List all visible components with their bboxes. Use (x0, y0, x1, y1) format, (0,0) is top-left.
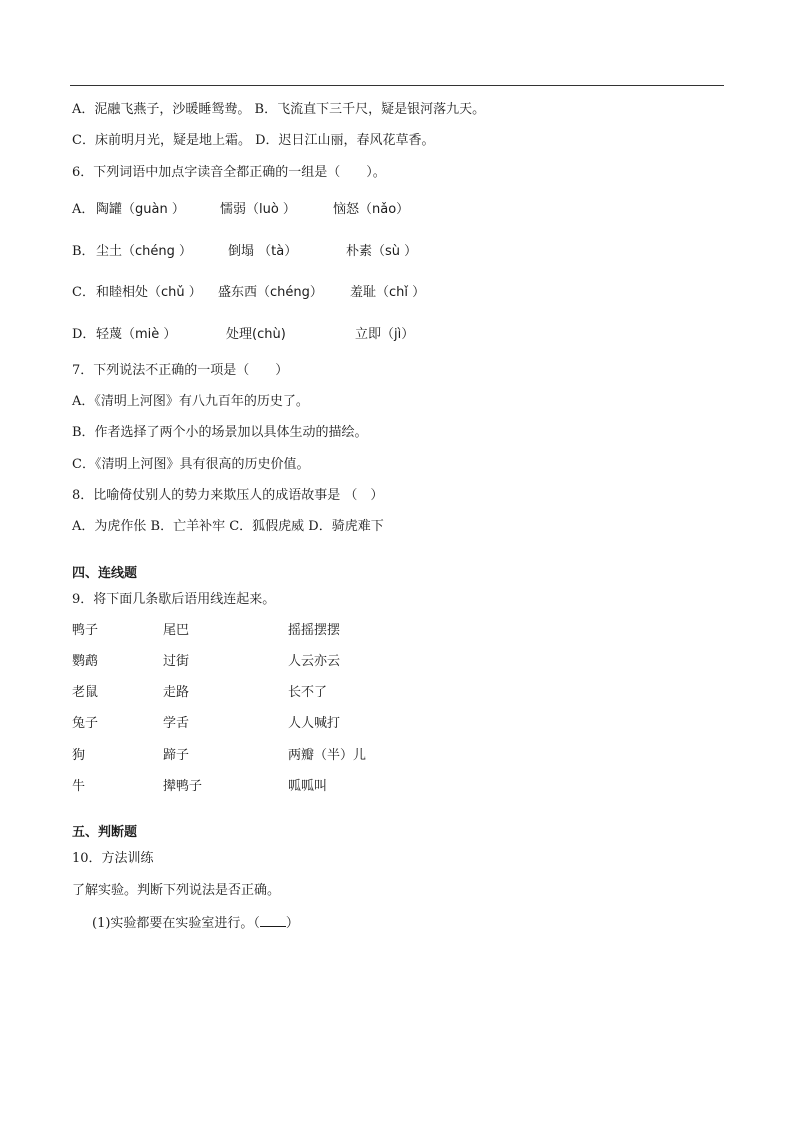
q5-options-row1: A．泥融飞燕子，沙暖睡鸳鸯。 B．飞流直下三千尺，疑是银河落九天。 (72, 102, 486, 117)
match-right-item: 人云亦云 (288, 654, 341, 669)
q7-stem: 7．下列说法不正确的一项是（ ） (72, 363, 289, 378)
match-middle-item: 过街 (163, 654, 190, 669)
match-right-item: 呱呱叫 (288, 779, 328, 794)
q6-option-c-item1: 和睦相处（chǔ ） (96, 285, 202, 300)
match-right-item: 长不了 (288, 685, 328, 700)
q9-stem: 9．将下面几条歇后语用线连起来。 (72, 592, 276, 607)
q6-option-d-label: D． (72, 327, 96, 342)
q6-option-d-item2: 处理(chù) (226, 327, 286, 342)
match-right-item: 两瓣（半）儿 (288, 748, 367, 763)
match-middle-item: 蹄子 (163, 748, 190, 763)
q6-option-a-item2: 懦弱（luò ） (220, 202, 296, 217)
section4-title: 四、连线题 (72, 566, 138, 581)
match-middle-item: 走路 (163, 685, 190, 700)
q10-item1-text: (1)实验都要在实验室进行。（ (92, 916, 260, 931)
match-left-item: 牛 (72, 779, 86, 794)
q10-intro: 了解实验。判断下列说法是否正确。 (72, 883, 281, 898)
q6-option-b-item1: 尘土（chéng ） (96, 244, 193, 259)
match-middle-item: 撵鸭子 (163, 779, 203, 794)
q5-options-row2: C．床前明月光，疑是地上霜。 D．迟日江山丽，春风花草香。 (72, 133, 435, 148)
q6-option-a-label: A． (72, 202, 95, 217)
match-right-item: 人人喊打 (288, 716, 341, 731)
q6-option-b-item2: 倒塌 （tà） (228, 244, 298, 259)
q6-stem: 6．下列词语中加点字读音全都正确的一组是（ ）。 (72, 165, 386, 180)
match-left-item: 兔子 (72, 716, 99, 731)
q6-option-d-item1: 轻蔑（miè ） (96, 327, 177, 342)
match-middle-item: 尾巴 (163, 623, 190, 638)
q8-stem: 8．比喻倚仗别人的势力来欺压人的成语故事是 （ ） (72, 488, 384, 503)
match-left-item: 老鼠 (72, 685, 99, 700)
match-left-item: 鸭子 (72, 623, 99, 638)
q7-option-b: B．作者选择了两个小的场景加以具体生动的描绘。 (72, 425, 368, 440)
match-left-item: 鹦鹉 (72, 654, 99, 669)
match-right-item: 摇摇摆摆 (288, 623, 341, 638)
header-rule (70, 85, 724, 86)
q10-stem: 10．方法训练 (72, 851, 154, 866)
q7-option-c: C．《清明上河图》具有很高的历史价值。 (72, 457, 310, 472)
q6-option-a-item1: 陶罐（guàn ） (96, 202, 185, 217)
q10-item1-close: ） (285, 916, 299, 931)
q7-option-a: A．《清明上河图》有八九百年的历史了。 (72, 394, 309, 409)
q8-options: A．为虎作伥 B．亡羊补牢 C．狐假虎威 D．骑虎难下 (72, 519, 384, 534)
q10-item1 (92, 914, 299, 932)
section5-title: 五、判断题 (72, 825, 138, 840)
match-middle-item: 学舌 (163, 716, 190, 731)
q6-option-c-item3: 羞耻（chǐ ） (350, 285, 426, 300)
q6-option-b-item3: 朴素（sù ） (346, 244, 418, 259)
q6-option-d-item3: 立即（jì） (355, 327, 415, 342)
q6-option-c-item2: 盛东西（chéng） (218, 285, 323, 300)
q6-option-a-item3: 恼怒（nǎo） (333, 202, 410, 217)
q6-option-b-label: B． (72, 244, 95, 259)
q6-option-c-label: C． (72, 285, 95, 300)
answer-blank[interactable] (260, 914, 286, 927)
match-left-item: 狗 (72, 748, 86, 763)
